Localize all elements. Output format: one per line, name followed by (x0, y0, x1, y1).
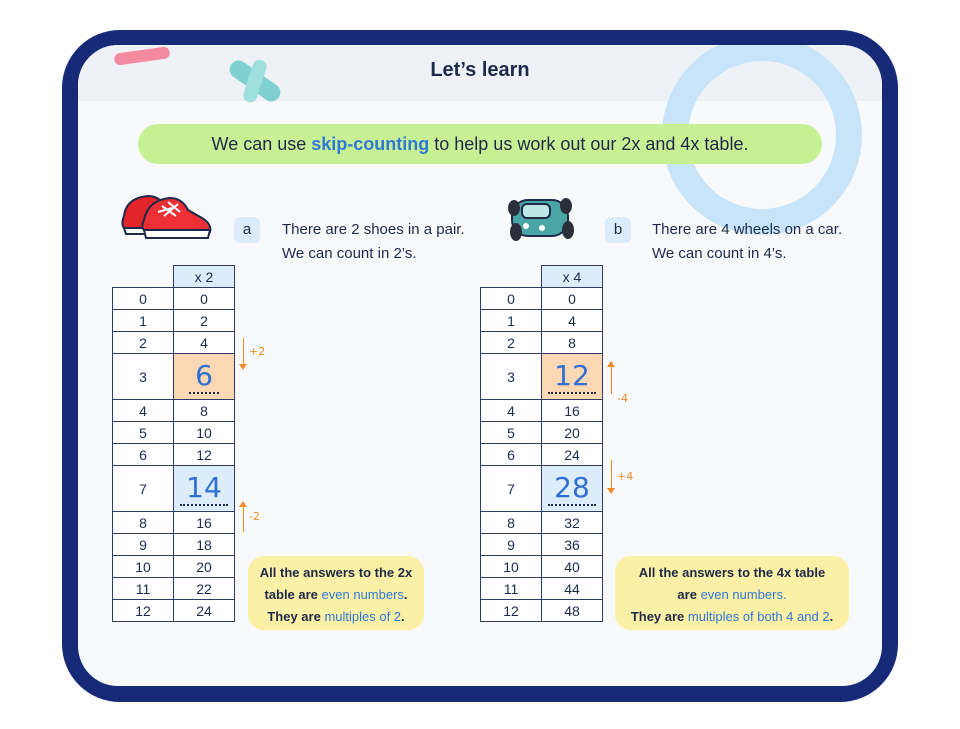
banner-suffix: to help us work out our 2x and 4x table. (429, 134, 749, 154)
table-row (481, 288, 603, 310)
row-index: 11 (481, 578, 542, 600)
arrow-plus-label: +4 (617, 470, 634, 483)
table-row (481, 422, 603, 444)
table-row (481, 444, 603, 466)
note-highlight: even numbers. (700, 587, 787, 602)
table-row (481, 332, 603, 354)
note-text: . (403, 587, 408, 602)
row-value: 16 (542, 400, 603, 422)
row-value: 4 (174, 332, 235, 354)
table-row (481, 578, 603, 600)
row-value: 40 (542, 556, 603, 578)
table-row (481, 600, 603, 622)
arrow-down-icon (239, 364, 247, 370)
row-value: 8 (542, 332, 603, 354)
table-header-cell: x 4 (542, 266, 603, 288)
note-text: . (401, 609, 405, 624)
table-row (113, 422, 235, 444)
row-value: 0 (542, 288, 603, 310)
note-line2 (248, 584, 424, 606)
note-highlight: multiples of 2 (324, 609, 402, 624)
note-highlight: even numbers (321, 587, 404, 602)
section-b-line2: We can count in 4’s. (652, 245, 787, 262)
row-value-handwritten (174, 466, 235, 512)
table-row (113, 512, 235, 534)
table-row (113, 288, 235, 310)
table-row (481, 534, 603, 556)
toy-car-icon (502, 194, 580, 246)
note-highlight: multiples of both 4 and 2 (687, 609, 830, 624)
down-arrow-line (611, 460, 612, 490)
handwritten-answer: 28 (548, 472, 596, 506)
lesson-header (78, 45, 882, 101)
table-row (113, 534, 235, 556)
table-row (113, 600, 235, 622)
table-row (481, 310, 603, 332)
note-line3 (615, 606, 849, 628)
section-a-badge: a (234, 217, 260, 243)
table-row (113, 332, 235, 354)
note-text: They are (267, 609, 325, 624)
row-value: 0 (174, 288, 235, 310)
row-index: 8 (481, 512, 542, 534)
arrow-minus-label: -4 (617, 392, 628, 405)
table-header-row (113, 266, 235, 288)
row-value: 24 (542, 444, 603, 466)
banner-prefix: We can use (211, 134, 312, 154)
row-index: 7 (113, 466, 174, 512)
note-text: table are (264, 587, 322, 602)
row-value: 44 (542, 578, 603, 600)
row-value: 2 (174, 310, 235, 332)
arrow-plus-label: +2 (249, 345, 266, 358)
table-row (113, 310, 235, 332)
row-index: 1 (113, 310, 174, 332)
row-value: 48 (542, 600, 603, 622)
row-value: 10 (174, 422, 235, 444)
handwritten-answer: 6 (189, 360, 219, 394)
times-table-2x (112, 265, 235, 622)
row-value-handwritten (174, 354, 235, 400)
row-value: 8 (174, 400, 235, 422)
table-blank-cell (113, 266, 174, 288)
row-index: 0 (481, 288, 542, 310)
row-index: 5 (481, 422, 542, 444)
note-line2 (615, 584, 849, 606)
row-index: 0 (113, 288, 174, 310)
row-index: 3 (481, 354, 542, 400)
row-index: 12 (113, 600, 174, 622)
table-header-cell: x 2 (174, 266, 235, 288)
section-b-line1: There are 4 wheels on a car. (652, 221, 843, 238)
up-arrow-line (243, 506, 244, 532)
row-index: 10 (113, 556, 174, 578)
row-value: 22 (174, 578, 235, 600)
note-text: are (677, 587, 701, 602)
row-index: 9 (113, 534, 174, 556)
row-value: 4 (542, 310, 603, 332)
row-value: 12 (174, 444, 235, 466)
arrow-up-icon (239, 501, 247, 507)
banner-highlight: skip-counting (311, 134, 430, 154)
row-index: 3 (113, 354, 174, 400)
table-row (113, 466, 235, 512)
row-value: 20 (542, 422, 603, 444)
note-text: They are (630, 609, 688, 624)
row-index: 7 (481, 466, 542, 512)
row-index: 2 (113, 332, 174, 354)
handwritten-answer: 12 (548, 360, 596, 394)
note-line3 (248, 606, 424, 628)
arrow-up-icon (607, 361, 615, 367)
table-row (481, 512, 603, 534)
note-line1: All the answers to the 4x table (638, 565, 826, 580)
table-row (113, 444, 235, 466)
section-b-badge: b (605, 217, 631, 243)
table-row (113, 400, 235, 422)
section-b-description (652, 218, 842, 266)
row-index: 8 (113, 512, 174, 534)
table-row (481, 466, 603, 512)
row-index: 4 (481, 400, 542, 422)
section-a-description (282, 218, 465, 266)
table-row (481, 354, 603, 400)
row-index: 10 (481, 556, 542, 578)
handwritten-answer: 14 (180, 472, 228, 506)
arrow-minus-label: -2 (249, 510, 260, 523)
row-index: 9 (481, 534, 542, 556)
table-header-row (481, 266, 603, 288)
section-a-line1: There are 2 shoes in a pair. (282, 221, 465, 238)
row-index: 6 (113, 444, 174, 466)
row-value: 16 (174, 512, 235, 534)
intro-banner (138, 124, 822, 164)
note-line1: All the answers to the 2x (259, 565, 413, 580)
row-index: 5 (113, 422, 174, 444)
row-value: 36 (542, 534, 603, 556)
row-value: 32 (542, 512, 603, 534)
row-index: 6 (481, 444, 542, 466)
note-text: . (829, 609, 834, 624)
row-index: 11 (113, 578, 174, 600)
up-arrow-line (611, 366, 612, 394)
times-table-4x (480, 265, 603, 622)
row-value: 18 (174, 534, 235, 556)
row-value: 20 (174, 556, 235, 578)
page-title: Let’s learn (430, 59, 530, 81)
table-row (113, 354, 235, 400)
red-shoes-icon (118, 186, 216, 246)
note-2x-table (248, 556, 424, 630)
table-row (481, 400, 603, 422)
section-a-line2: We can count in 2’s. (282, 245, 417, 262)
table-blank-cell (481, 266, 542, 288)
row-value-handwritten (542, 466, 603, 512)
row-index: 1 (481, 310, 542, 332)
row-value-handwritten (542, 354, 603, 400)
arrow-down-icon (607, 488, 615, 494)
row-index: 12 (481, 600, 542, 622)
table-row (481, 556, 603, 578)
row-value: 24 (174, 600, 235, 622)
row-index: 2 (481, 332, 542, 354)
table-row (113, 578, 235, 600)
row-index: 4 (113, 400, 174, 422)
note-4x-table (615, 556, 849, 630)
down-arrow-line (243, 338, 244, 366)
table-row (113, 556, 235, 578)
